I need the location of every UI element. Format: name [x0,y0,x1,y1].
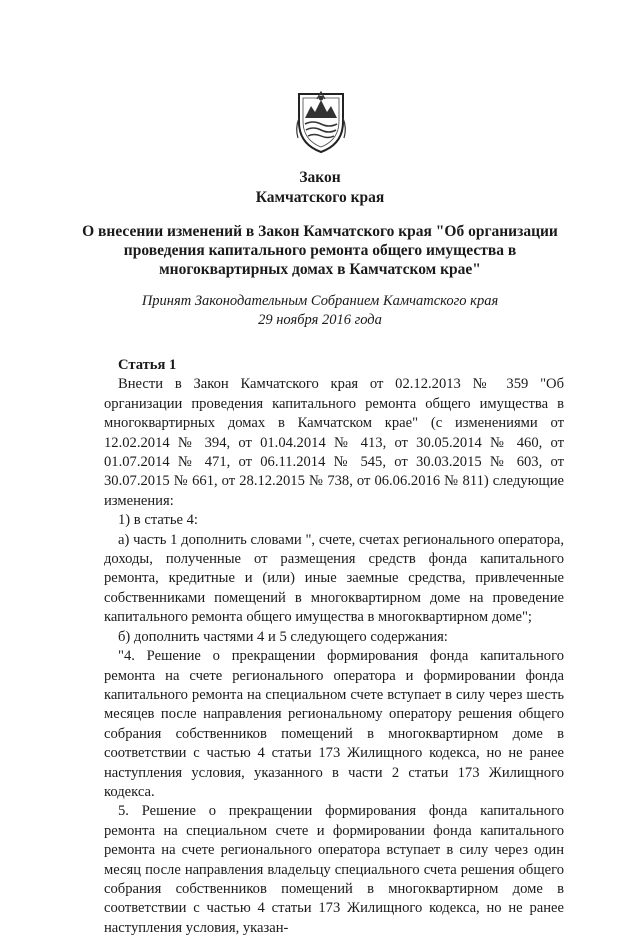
paragraph-part-5: 5. Решение о прекращении формирования фонда капитального ремонта на специальном счете и формировании фонда капитального ремонта на счете регионального оператора вступает в силу через один месяц после направления владельцу специального счета решения общего собрания собственников помещений в многоквартирном доме в соответствии с частью 4 статьи 173 Жилищного кодекса, но не ранее наступления условия, указан- [104,803,564,936]
adoption-info [70,292,570,330]
paragraph-item-a: а) часть 1 дополнить словами ", счете, счетах регионального оператора, доходы, полученные от размещения средств фонда капитального ремонта, кредитные и (или) иные заемные средства, привлеченные собственниками помещений в многоквартирном доме на проведение капитального ремонта общего имущества в многоквартирном доме"; [104,531,564,626]
document-body [104,356,564,938]
adopted-date: 29 ноября 2016 года [258,312,382,328]
paragraph-intro: Внести в Закон Камчатского края от 02.12.2013 № 359 "Об организации проведения капитального ремонта общего имущества в многоквартирных домах в Камчатском крае" (с изменениями от 12.02.2014 № 394, от 01.04.2014 № 413, от 30.05.2014 № 460, от 01.07.2014 № 471, от 06.11.2014 № 545, от 30.03.2015 № 603, от 30.07.2015 № 661, от 28.12.2015 № 738, от 06.06.2016 № 811) следующие изменения: [104,376,564,509]
paragraph-part-4: "4. Решение о прекращении формирования фонда капитального ремонта на счете регионального оператора и формировании фонда капитального ремонта на специальном счете вступает в силу через шесть месяцев после направления региональному оператору решения общего собрания собственников помещений в многоквартирном доме в соответствии с частью 4 статьи 173 Жилищного кодекса, но не ранее наступления условия, указанного в части 2 статьи 173 Жилищного кодекса. [104,648,564,800]
law-word: Закон [299,169,341,186]
region-name: Камчатского края [255,189,385,206]
paragraph-item-1: 1) в статье 4: [118,512,198,529]
article-heading: Статья 1 [118,357,177,373]
law-subject: О внесении изменений в Закон Камчатского края "Об организации проведения капитального ремонта общего имущества в многоквартирных домах в Камчатском крае" [82,223,558,278]
paragraph-item-b: б) дополнить частями 4 и 5 следующего содержания: [118,628,448,645]
adopted-line: Принят Законодательным Собранием Камчатского края [141,293,499,309]
law-title [0,168,640,208]
coat-of-arms-icon [295,88,347,154]
